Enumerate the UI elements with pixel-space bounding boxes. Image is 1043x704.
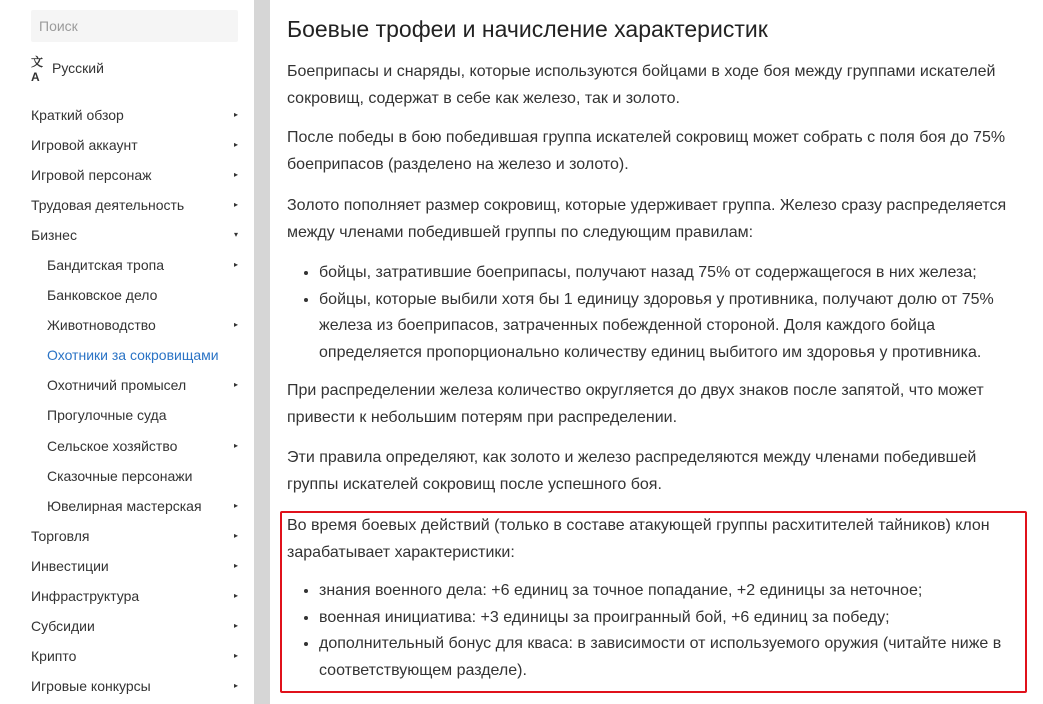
chevron-right-icon: ▸ xyxy=(233,110,238,119)
iron-rules-list xyxy=(287,260,1019,366)
sidebar-item-hunting[interactable]: Охотничий промысел ▸ xyxy=(31,370,238,400)
sidebar-item-pleasure-boats[interactable]: Прогулочные суда xyxy=(47,407,167,424)
page-title: Боевые трофеи и начисление характеристик xyxy=(287,16,768,42)
chevron-right-icon: ▸ xyxy=(233,560,238,570)
sidebar-item-banking[interactable]: Банковское дело xyxy=(47,287,158,304)
sidebar-resize-handle[interactable] xyxy=(254,0,270,704)
chevron-right-icon: ▸ xyxy=(233,590,238,600)
paragraph-6: Во время боевых действий (только в составе атакующей группы расхитителей тайников) клон зарабатывает характеристики: xyxy=(287,517,990,561)
sidebar-item-jewelry-workshop[interactable]: Ювелирная мастерская ▸ xyxy=(31,491,238,521)
translate-icon: 文A xyxy=(31,54,43,84)
sidebar-item-infrastructure[interactable]: Инфраструктура ▸ xyxy=(31,581,238,611)
sidebar-item-labor[interactable]: Трудовая деятельность ▸ xyxy=(31,190,238,220)
chevron-right-icon: ▸ xyxy=(233,170,238,180)
sidebar-item-subsidies[interactable]: Субсидии ▸ xyxy=(31,611,238,641)
sidebar-item-livestock[interactable]: Животноводство ▸ xyxy=(31,310,238,340)
sidebar-item-agriculture[interactable]: Сельское хозяйство ▸ xyxy=(31,431,238,461)
sidebar-item-bandit-trail[interactable]: Бандитская тропа ▸ xyxy=(31,250,238,280)
highlight-box xyxy=(280,511,1027,693)
sidebar-item-game-account[interactable]: Игровой аккаунт ▸ xyxy=(31,130,238,160)
chevron-right-icon: ▸ xyxy=(233,440,238,450)
sidebar-item-fairy-characters[interactable]: Сказочные персонажи xyxy=(47,467,193,484)
chevron-down-icon: ▾ xyxy=(233,230,238,240)
chevron-right-icon: ▸ xyxy=(233,140,238,150)
sidebar-item-overview[interactable]: Краткий обзор ▸ xyxy=(31,100,238,130)
list-item: • дополнительный бонус для кваса: в зависимости от используемого оружия (читайте ниже в соответствующем разделе). xyxy=(319,631,1019,684)
chevron-right-icon: ▸ xyxy=(233,380,238,390)
language-label: Русский xyxy=(52,60,104,76)
language-selector[interactable] xyxy=(31,54,238,84)
sidebar-item-game-character[interactable]: Игровой персонаж ▸ xyxy=(31,160,238,190)
paragraph-5: Эти правила определяют, как золото и железо распределяются между членами победившей группы искателей сокровищ после успешного боя. xyxy=(287,449,977,493)
chevron-right-icon: ▸ xyxy=(233,200,238,210)
chevron-right-icon: ▸ xyxy=(233,530,238,540)
paragraph-3: Золото пополняет размер сокровищ, которые удерживает группа. Железо сразу распределяется между членами победившей группы по следующим правилам: xyxy=(287,197,1007,241)
list-item: • бойцы, затратившие боеприпасы, получают назад 75% от содержащегося в них железа; xyxy=(319,260,1019,287)
sidebar xyxy=(0,0,254,704)
list-item: • бойцы, которые выбили хотя бы 1 единицу здоровья у противника, получают долю от 75% железа из боеприпасов, затраченных побежденной стороной. Доля каждого бойца определяется пропорционально количеству единиц выбитого им здоровья у противника. xyxy=(319,287,1019,367)
sidebar-item-crypto[interactable]: Крипто ▸ xyxy=(31,641,238,671)
list-item: • знания военного дела: +6 единиц за точное попадание, +2 единицы за неточное; xyxy=(319,578,1019,605)
search-input[interactable] xyxy=(31,10,238,42)
sidebar-item-game-contests[interactable]: Игровые конкурсы ▸ xyxy=(31,671,238,701)
sidebar-item-investments[interactable]: Инвестиции ▸ xyxy=(31,551,238,581)
paragraph-1: Боеприпасы и снаряды, которые используются бойцами в ходе боя между группами искателей сокровищ, содержат в себе как железо, так и золото. xyxy=(287,63,996,107)
chevron-right-icon: ▸ xyxy=(233,680,238,690)
chevron-right-icon: ▸ xyxy=(233,260,238,270)
paragraph-2: После победы в бою победившая группа искателей сокровищ может собрать с поля боя до 75% боеприпасов (разделено на железо и золото). xyxy=(287,129,1006,173)
sidebar-nav xyxy=(31,100,238,701)
paragraph-4: При распределении железа количество округляется до двух знаков после запятой, что может привести к небольшим потерям при распределении. xyxy=(287,382,984,426)
sidebar-item-trade[interactable]: Торговля ▸ xyxy=(31,521,238,551)
chevron-right-icon: ▸ xyxy=(233,650,238,660)
chevron-right-icon: ▸ xyxy=(233,320,238,330)
sidebar-item-business[interactable]: Бизнес ▾ xyxy=(31,220,238,250)
sidebar-item-treasure-hunters[interactable]: Охотники за сокровищами xyxy=(47,347,219,364)
chevron-right-icon: ▸ xyxy=(233,620,238,630)
chevron-right-icon: ▸ xyxy=(233,500,238,510)
list-item: • военная инициатива: +3 единицы за проигранный бой, +6 единиц за победу; xyxy=(319,605,1019,632)
